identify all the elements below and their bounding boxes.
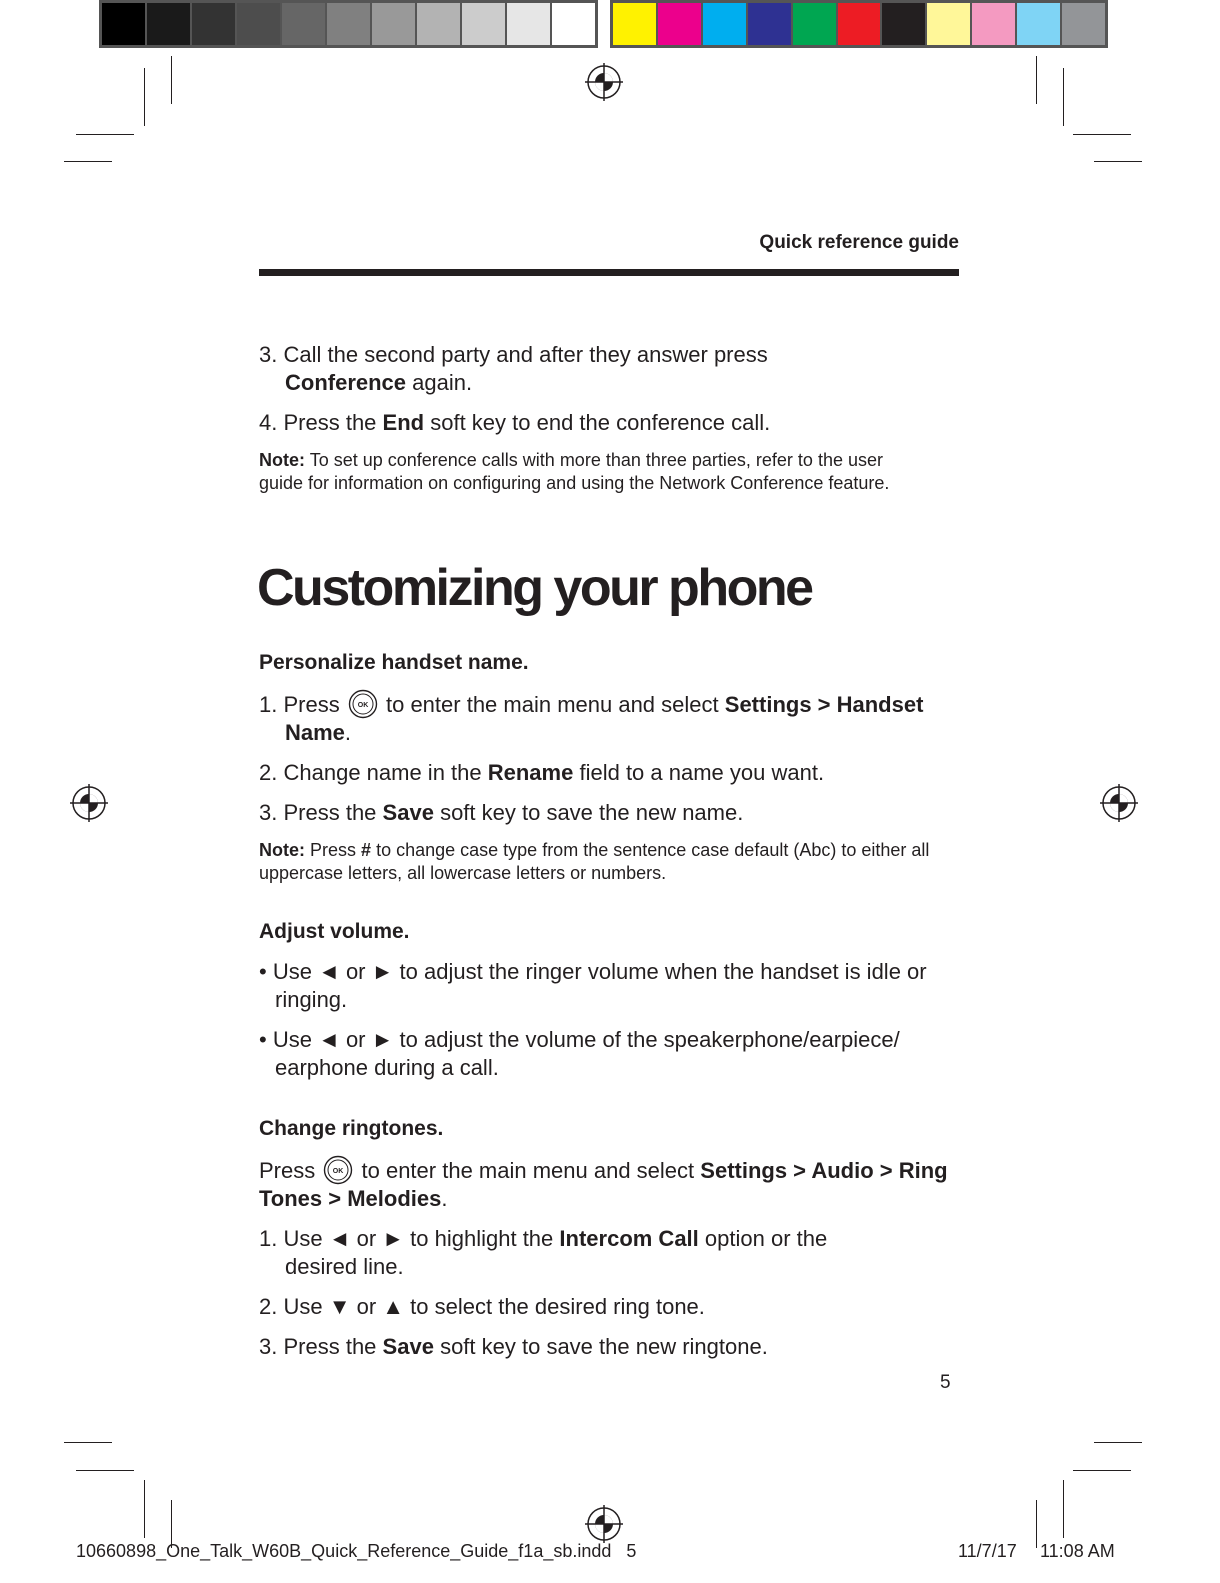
slug-time: 11:08 AM [1040, 1541, 1115, 1561]
gray-swatch [237, 3, 282, 45]
conference-step-4: 4. Press the End soft key to end the conference call. [259, 410, 771, 435]
process-color-bar [610, 0, 1108, 48]
gray-swatch [552, 3, 595, 45]
ringtones-intro: Press OK to enter the main menu and select Settings > Audio > Ring Tones > Melodies. [259, 1155, 959, 1213]
page-number: 5 [940, 1372, 951, 1393]
slug-date: 11/7/17 [958, 1541, 1017, 1561]
grayscale-bar [99, 0, 598, 48]
volume-section [259, 920, 959, 1082]
handset-step-1: 1. Press OK to enter the main menu and select Settings > Handset Name. [259, 689, 959, 747]
gray-swatch [327, 3, 372, 45]
registration-mark-icon [70, 784, 108, 822]
ringtones-step-2: 2. Use ▼ or ▲ to select the desired ring tone. [259, 1294, 705, 1319]
handset-name-section [259, 651, 959, 885]
color-swatch [882, 3, 927, 45]
handset-step-3: 3. Press the Save soft key to save the new name. [259, 800, 744, 825]
conference-step-3: 3. Call the second party and after they answer press Conference again. [259, 342, 768, 395]
svg-text:OK: OK [333, 1168, 344, 1175]
color-swatch [703, 3, 748, 45]
slug-filename: 10660898_One_Talk_W60B_Quick_Reference_Guide_f1a_sb.indd 5 [76, 1541, 637, 1561]
svg-text:OK: OK [357, 702, 369, 709]
conference-section [259, 341, 959, 495]
color-swatch [927, 3, 972, 45]
color-swatch [1062, 3, 1105, 45]
color-swatch [613, 3, 658, 45]
ringtones-step-1: 1. Use ◄ or ► to highlight the Intercom Call option or the desired line. [259, 1226, 828, 1279]
color-swatch [838, 3, 883, 45]
color-swatch [748, 3, 793, 45]
section-heading: Adjust volume. [259, 920, 410, 943]
registration-mark-icon [585, 1505, 623, 1543]
gray-swatch [372, 3, 417, 45]
gray-swatch [102, 3, 147, 45]
registration-mark-icon [1100, 784, 1138, 822]
ok-button-icon [323, 1155, 353, 1185]
color-swatch [658, 3, 703, 45]
gray-swatch [282, 3, 327, 45]
gray-swatch [192, 3, 237, 45]
volume-bullet-1: • Use ◄ or ► to adjust the ringer volume when the handset is idle or ringing. [259, 959, 927, 1012]
gray-swatch [462, 3, 507, 45]
handset-note: Note: Press # to change case type from the sentence case default (Abc) to either all uppercase letters, all lowercase letters or numbers. [259, 840, 930, 883]
gray-swatch [507, 3, 552, 45]
gray-swatch [147, 3, 192, 45]
ringtones-step-3: 3. Press the Save soft key to save the new ringtone. [259, 1334, 768, 1359]
section-heading: Personalize handset name. [259, 651, 529, 674]
registration-mark-icon [585, 63, 623, 101]
color-swatch [972, 3, 1017, 45]
conference-note: Note: To set up conference calls with more than three parties, refer to the user guide for information on configuring and using the Network Conference feature. [259, 450, 890, 493]
color-swatch [1017, 3, 1062, 45]
section-heading: Change ringtones. [259, 1117, 444, 1140]
color-swatch [793, 3, 838, 45]
gray-swatch [417, 3, 462, 45]
ringtones-section [259, 1117, 959, 1361]
header-rule [259, 269, 959, 276]
volume-bullet-2: • Use ◄ or ► to adjust the volume of the speakerphone/earpiece/ earphone during a call. [259, 1027, 900, 1080]
page-title: Customizing your phone [257, 559, 812, 617]
ok-button-icon [348, 689, 378, 719]
running-header: Quick reference guide [759, 232, 959, 253]
handset-step-2: 2. Change name in the Rename field to a name you want. [259, 760, 825, 785]
